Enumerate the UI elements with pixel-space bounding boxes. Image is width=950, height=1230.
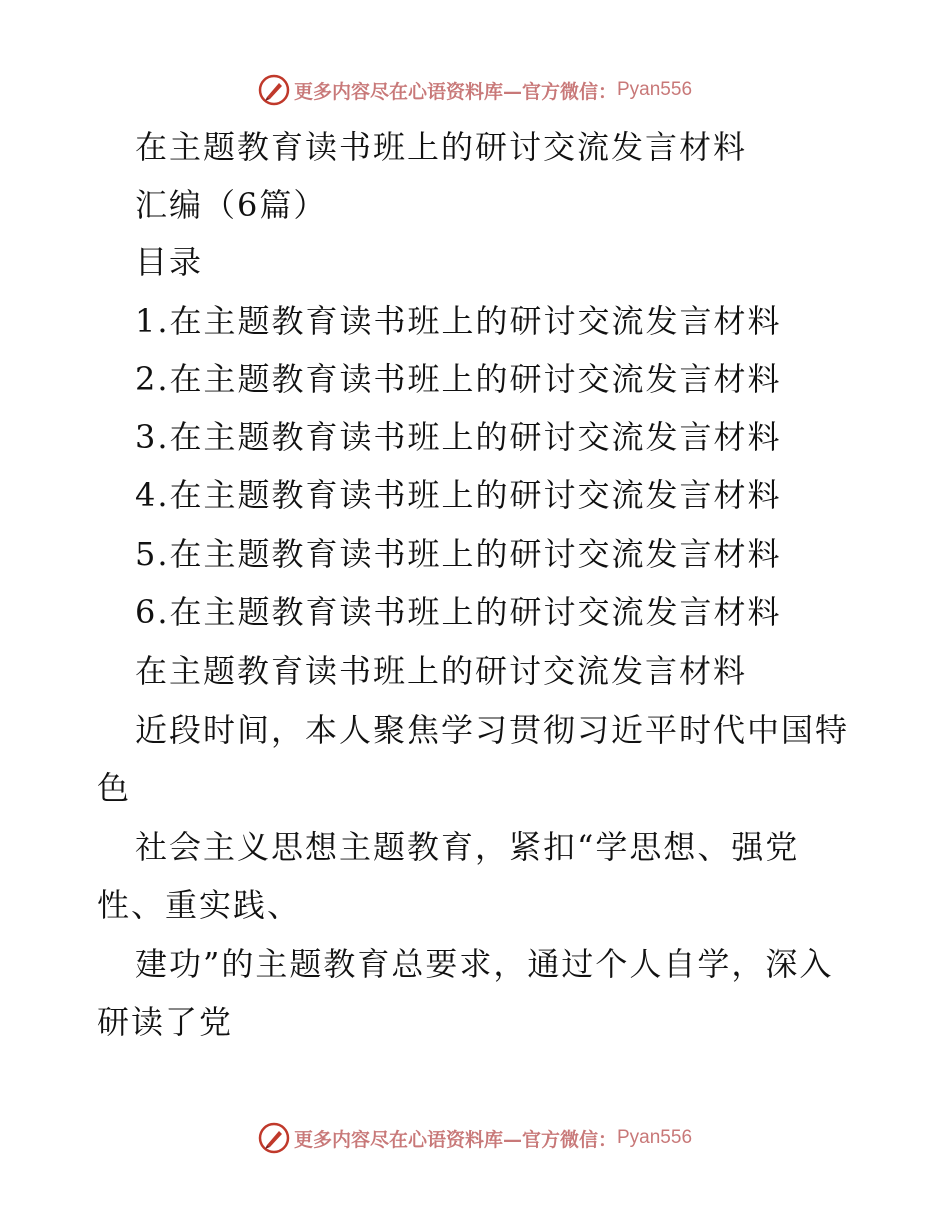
toc-item: 4.在主题教育读书班上的研讨交流发言材料 — [135, 476, 782, 514]
toc-item: 6.在主题教育读书班上的研讨交流发言材料 — [135, 593, 782, 631]
body-line: 建功”的主题教育总要求，通过个人自学，深入 — [135, 945, 834, 983]
header-watermark — [0, 70, 950, 110]
pen-logo-icon — [258, 1122, 290, 1154]
body-line: 色 — [97, 769, 132, 807]
body-line: 性、重实践、 — [97, 886, 302, 924]
toc-heading: 目录 — [135, 243, 204, 281]
body-line: 社会主义思想主题教育，紧扣“学思想、强党 — [135, 828, 800, 866]
toc-item: 3.在主题教育读书班上的研讨交流发言材料 — [135, 418, 782, 456]
watermark-wechat-id: Pyan556 — [617, 1127, 693, 1148]
watermark-text: 更多内容尽在心语资料库—官方微信： — [293, 1128, 617, 1151]
document-title-line2: 汇编（6篇） — [135, 186, 328, 224]
toc-item: 2.在主题教育读书班上的研讨交流发言材料 — [135, 360, 782, 398]
watermark-wechat-id: Pyan556 — [617, 79, 693, 100]
footer-watermark — [0, 1118, 950, 1158]
watermark-text: 更多内容尽在心语资料库—官方微信： — [293, 80, 617, 103]
body-line: 研读了党 — [97, 1003, 234, 1041]
toc-item: 5.在主题教育读书班上的研讨交流发言材料 — [135, 535, 782, 573]
toc-item: 1.在主题教育读书班上的研讨交流发言材料 — [135, 302, 782, 340]
document-title-line1: 在主题教育读书班上的研讨交流发言材料 — [135, 128, 748, 166]
pen-logo-icon — [258, 74, 290, 106]
section-title: 在主题教育读书班上的研讨交流发言材料 — [135, 652, 748, 690]
body-line: 近段时间，本人聚焦学习贯彻习近平时代中国特 — [135, 711, 850, 749]
